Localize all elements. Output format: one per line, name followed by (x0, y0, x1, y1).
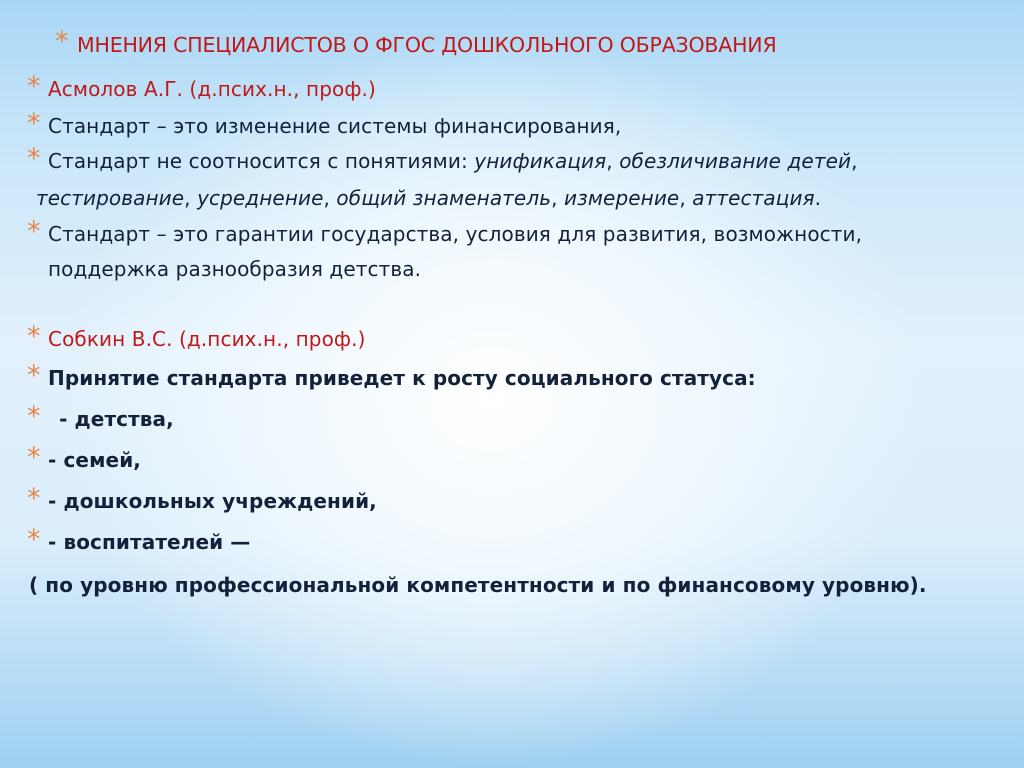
sobkin-item-families: - семей, (48, 448, 142, 472)
italic-term: тестирование (36, 186, 185, 210)
sobkin-item-educators: - воспитателей — (48, 530, 251, 554)
term-separator: , (184, 186, 198, 210)
term-separator: , (551, 186, 565, 210)
bullet-icon: * (27, 321, 41, 352)
asmolov-point-1: Стандарт – это изменение системы финансирования, (48, 114, 622, 138)
asmolov-point-2-terms-1 (474, 149, 857, 173)
slide-title: МНЕНИЯ СПЕЦИАЛИСТОВ О ФГОС ДОШКОЛЬНОГО ОБРАЗОВАНИЯ (77, 33, 777, 57)
term-separator: . (814, 186, 822, 210)
bullet-icon: * (27, 360, 41, 391)
sobkin-name: Собкин В.С. (д.псих.н., проф.) (48, 327, 366, 351)
bullet-icon: * (27, 483, 41, 514)
bullet-icon: * (27, 216, 41, 247)
bullet-icon: * (27, 143, 41, 174)
italic-term: общий знаменатель (336, 186, 552, 210)
bullet-icon: * (27, 524, 41, 555)
asmolov-point-2-line-1 (48, 149, 858, 173)
asmolov-point-2-lead: Стандарт не соотносится с понятиями: (48, 149, 475, 173)
sobkin-point-1: Принятие стандарта приведет к росту социального статуса: (48, 366, 756, 390)
asmolov-name: Асмолов А.Г. (д.псих.н., проф.) (48, 77, 376, 101)
bullet-icon: * (27, 401, 41, 432)
bullet-icon: * (27, 442, 41, 473)
bullet-icon: * (27, 71, 41, 102)
term-separator: , (606, 149, 620, 173)
asmolov-point-3-line-1: Стандарт – это гарантии государства, условия для развития, возможности, (48, 222, 863, 246)
term-separator: , (851, 149, 858, 173)
term-separator: , (323, 186, 337, 210)
sobkin-item-childhood: - детства, (52, 407, 174, 431)
italic-term: измерение (564, 186, 680, 210)
italic-term: аттестация (692, 186, 815, 210)
sobkin-item-institutions: - дошкольных учреждений, (48, 489, 377, 513)
asmolov-point-2-terms-2 (36, 186, 821, 210)
term-separator: , (679, 186, 693, 210)
italic-term: усреднение (197, 186, 324, 210)
italic-term: унификация (474, 149, 607, 173)
italic-term: обезличивание детей (619, 149, 852, 173)
asmolov-point-3-line-2: поддержка разнообразия детства. (48, 257, 422, 281)
bullet-icon: * (55, 26, 69, 57)
sobkin-footnote: ( по уровню профессиональной компетентности и по финансовому уровню). (29, 573, 927, 597)
bullet-icon: * (27, 108, 41, 139)
